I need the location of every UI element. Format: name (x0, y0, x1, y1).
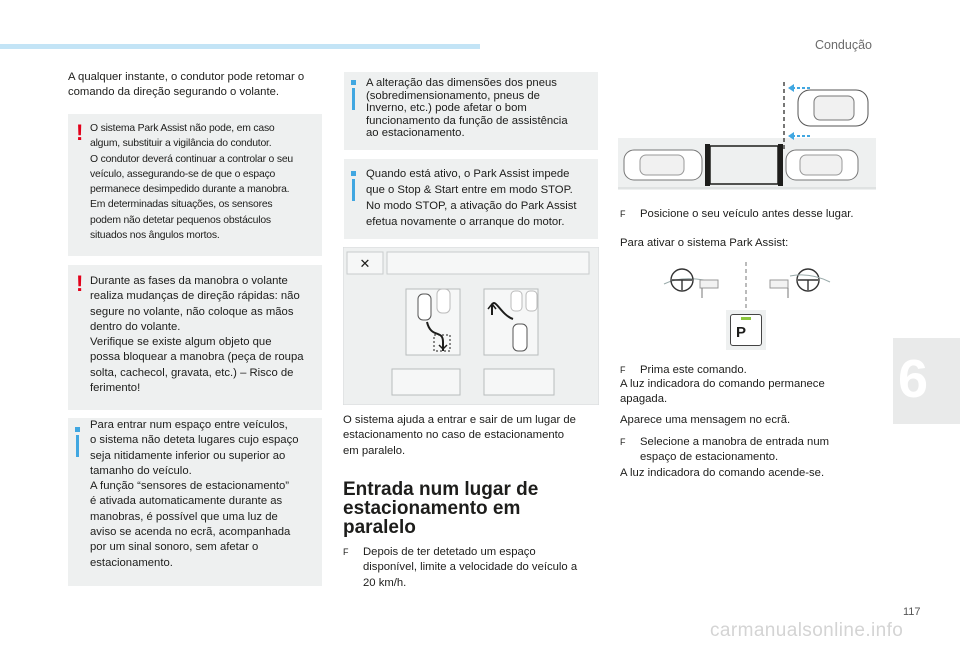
info-text-3: Quando está ativo, o Park Assist impede que o Stop & Start entre em modo STOP. No modo STOP, a ativação do Park Assist efetua novamente o arranque do motor. (366, 168, 577, 228)
top-accent-bar (0, 44, 480, 49)
steering-wheel-icon (770, 269, 830, 298)
message-text: Aparece uma mensagem no ecrã. (620, 414, 791, 426)
bullet-text: Prima este comando. (640, 364, 747, 376)
info-icon (351, 80, 356, 85)
bullet-text: Posicione o seu veículo antes desse lugar. (640, 208, 854, 220)
park-assist-button-icon: P (726, 310, 766, 350)
maneuver-option-perpendicular (484, 289, 538, 355)
intro-text: A qualquer instante, o condutor pode retomar o comando da direção segurando o volante. (68, 71, 305, 99)
bullet-text: Depois de ter detetado um espaço disponível, limite a velocidade do veículo a 20 km/h. (363, 546, 578, 589)
bullet-marker: F (620, 437, 626, 447)
warning-text-2: Durante as fases da manobra o volante realiza mudanças de direção rápidas: não segure no volante, não coloque as mãos dentro do volante. Verifique se existe algum objeto que possa bloquear a manobra (peça de roupa solta, cachecol, gravata, etc.) – Risco de ferimento! (90, 275, 304, 395)
warning-text-1: O sistema Park Assist não pode, em caso algum, substituir a vigilância do condutor. O condutor deverá continuar a controlar o seu veículo, assegurando-se de que o espaço permanece desimpedido durante a manobra. Em determinadas situações, os sensores podem não detetar pequenos obstáculos situados nos ângulos mortos. (90, 123, 293, 242)
bullet-step-3 (620, 363, 880, 378)
steering-controls-illustration (660, 262, 832, 310)
watermark: carmanualsonline.info (710, 620, 904, 641)
info-box-3 (344, 159, 598, 239)
chapter-number: 6 (898, 349, 929, 409)
info-icon-bar (352, 88, 355, 110)
section-heading: Entrada num lugar de estacionamento em paralelo (343, 479, 539, 538)
warning-icon: ! (76, 271, 84, 296)
bullet-marker: F (343, 547, 349, 557)
indicator-off-text: A luz indicadora do comando permanece apagada. (620, 378, 825, 406)
park-assist-screen-illustration (343, 247, 599, 405)
steering-wheel-icon (664, 269, 718, 298)
activate-text: Para ativar o sistema Park Assist: (620, 237, 789, 249)
info-icon-bar (352, 179, 355, 201)
bullet-marker: F (620, 365, 626, 375)
info-box-1 (68, 418, 322, 586)
info-icon-bar (76, 435, 79, 457)
bullet-text: Selecione a manobra de entrada num espaço de estacionamento. (640, 436, 830, 464)
bullet-step-4 (620, 435, 880, 466)
warning-box-1 (68, 114, 322, 256)
info-text-1: Para entrar num espaço entre veículos, o sistema não deteta lugares cujo espaço seja nitidamente inferior ou superior ao tamanho do veículo. A função “sensores de estacionamento” é ativada automaticamente durante as manobras, é possível que uma luz de aviso se acenda no ecrã, acompanhada por um sinal sonoro, sem afetar o estacionamento. (90, 419, 299, 569)
section-header: Condução (815, 38, 872, 52)
car-icon (624, 150, 702, 180)
info-text-2: A alteração das dimensões dos pneus (sobredimensionamento, pneus de Inverno, etc.) pode afetar o bom funcionamento da função de assistência ao estacionamento. (366, 77, 568, 140)
car-icon (786, 150, 858, 180)
close-icon: ✕ (359, 257, 371, 272)
info-icon (75, 427, 80, 432)
warning-icon: ! (76, 120, 84, 145)
car-icon (798, 90, 868, 126)
bullet-step-2 (620, 207, 880, 222)
page-number: 117 (903, 606, 921, 618)
indicator-on-text: A luz indicadora do comando acende-se. (620, 467, 825, 479)
system-description: O sistema ajuda a entrar e sair de um lugar de estacionamento no caso de estacionamento em paralelo. (343, 414, 576, 457)
info-box-2 (344, 72, 598, 150)
bullet-step-1 (343, 545, 603, 591)
parking-space-illustration (618, 80, 876, 190)
info-icon (351, 171, 356, 176)
bullet-marker: F (620, 209, 626, 219)
warning-box-2 (68, 265, 322, 410)
maneuver-option-parallel (406, 289, 460, 355)
